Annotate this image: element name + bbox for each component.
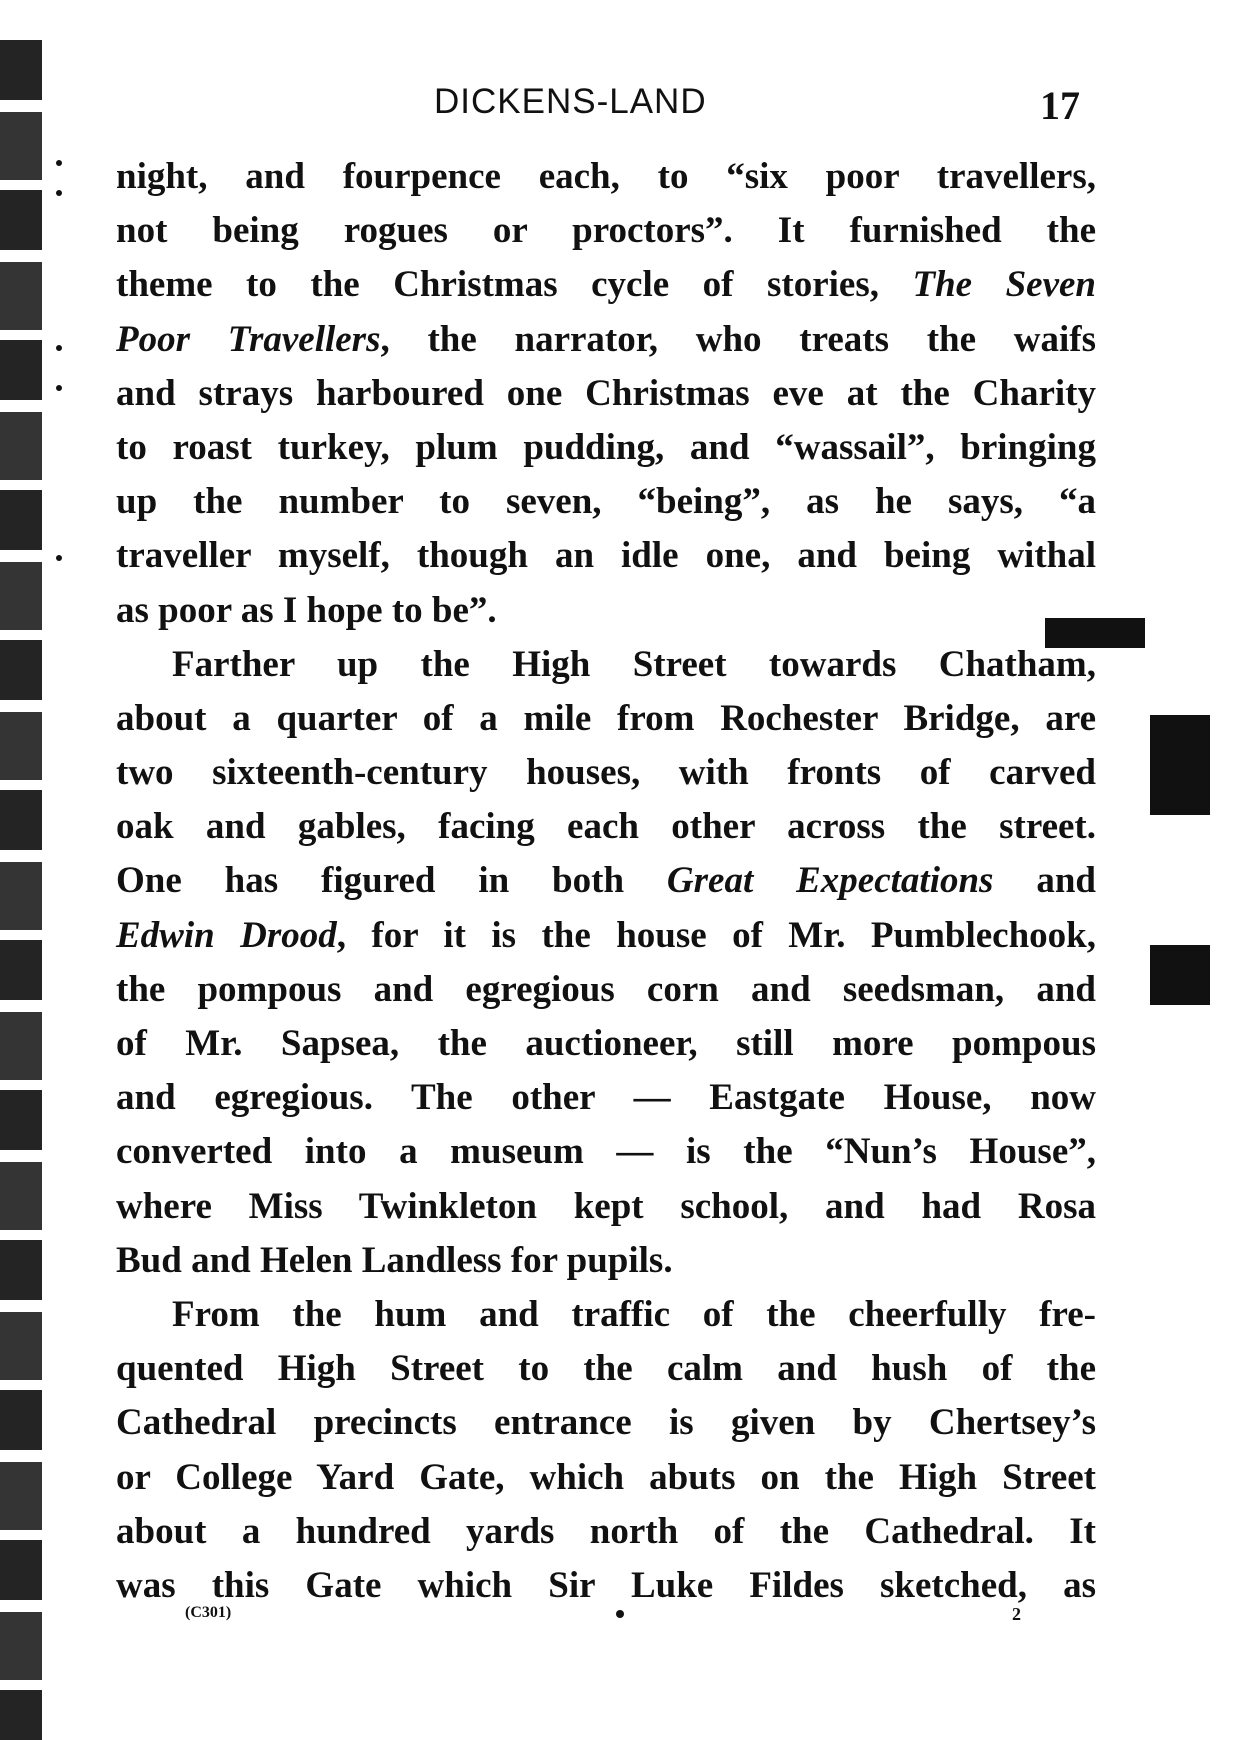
text-run: oak and gables, facing each other across the street. — [116, 806, 1096, 848]
text-run: as poor as I hope to be”. — [116, 589, 497, 631]
text-line — [116, 1342, 1096, 1396]
scan-edge-shadow — [0, 40, 42, 1740]
text-line — [116, 963, 1096, 1017]
italic-title: Edwin Drood — [116, 914, 337, 956]
text-run: quented High Street to the calm and hush of the — [116, 1348, 1096, 1390]
text-run: and — [993, 860, 1097, 902]
text-run: about a quarter of a mile from Rochester Bridge, are — [116, 697, 1096, 739]
italic-title: Poor Travellers — [116, 318, 381, 360]
text-run: and strays harboured one Christmas eve at the Charity — [116, 372, 1096, 414]
text-run: where Miss Twinkleton kept school, and had Rosa — [116, 1185, 1096, 1227]
text-line — [116, 584, 1096, 638]
scan-speck — [56, 345, 62, 351]
scan-speck — [56, 190, 62, 196]
text-line — [116, 1234, 1096, 1288]
scan-speck — [616, 1610, 624, 1618]
paragraph — [116, 1288, 1096, 1613]
text-line — [116, 1505, 1096, 1559]
text-line — [116, 1396, 1096, 1450]
text-run: traveller myself, though an idle one, and being withal — [116, 535, 1096, 577]
text-run: Farther up the High Street towards Chatham, — [172, 643, 1096, 685]
paragraph — [116, 638, 1096, 1288]
text-line — [116, 909, 1096, 963]
text-line — [116, 150, 1096, 204]
scan-ink-blot — [1150, 715, 1210, 815]
scan-speck — [56, 160, 62, 166]
scan-speck — [56, 385, 62, 391]
text-line — [116, 313, 1096, 367]
text-line — [116, 1017, 1096, 1071]
text-run: One has figured in both — [116, 860, 667, 902]
body-text — [116, 150, 1096, 1613]
printer-signature-mark: (C301) — [185, 1604, 232, 1621]
text-line — [116, 1071, 1096, 1125]
italic-title: The Seven — [912, 264, 1096, 306]
text-run: and egregious. The other — Eastgate House, now — [116, 1077, 1096, 1119]
text-line — [116, 692, 1096, 746]
page-header — [0, 82, 1250, 132]
page-footer — [0, 1604, 1250, 1634]
text-line — [116, 258, 1096, 312]
text-line — [116, 1451, 1096, 1505]
text-line — [116, 800, 1096, 854]
text-run: Cathedral precincts entrance is given by Chertsey’s — [116, 1402, 1096, 1444]
running-head: DICKENS-LAND — [434, 82, 707, 121]
text-run: converted into a museum — is the “Nun’s House”, — [116, 1131, 1096, 1173]
text-run: was this Gate which Sir Luke Fildes sketched, as — [116, 1564, 1096, 1606]
text-run: theme to the Christmas cycle of stories, — [116, 264, 913, 306]
text-line — [116, 367, 1096, 421]
scan-ink-blot — [1150, 945, 1210, 1005]
text-line — [116, 638, 1096, 692]
text-line — [116, 204, 1096, 258]
text-run: two sixteenth-century houses, with fronts of carved — [116, 752, 1096, 794]
text-line — [116, 1125, 1096, 1179]
paragraph — [116, 150, 1096, 638]
text-run: or College Yard Gate, which abuts on the High Street — [116, 1456, 1096, 1498]
text-run: Bud and Helen Landless for pupils. — [116, 1239, 673, 1281]
text-run: not being rogues or proctors”. It furnished the — [116, 210, 1096, 252]
scan-speck — [56, 555, 62, 561]
text-line — [116, 1288, 1096, 1342]
text-run: From the hum and traffic of the cheerfully fre- — [172, 1293, 1096, 1335]
text-run: the pompous and egregious corn and seedsman, and — [116, 968, 1096, 1010]
text-line — [116, 421, 1096, 475]
text-line — [116, 746, 1096, 800]
italic-title: Great Expectations — [666, 860, 994, 902]
gathering-number: 2 — [1012, 1604, 1021, 1624]
page-number: 17 — [1040, 83, 1080, 128]
text-line — [116, 1180, 1096, 1234]
text-line — [116, 475, 1096, 529]
text-run: of Mr. Sapsea, the auctioneer, still more pompous — [116, 1023, 1096, 1064]
text-run: about a hundred yards north of the Cathedral. It — [116, 1510, 1096, 1552]
text-run: to roast turkey, plum pudding, and “wassail”, bringing — [116, 426, 1096, 468]
text-run: , for it is the house of Mr. Pumblechook, — [336, 914, 1097, 956]
text-line — [116, 854, 1096, 908]
text-line — [116, 529, 1096, 583]
text-run: night, and fourpence each, to “six poor travellers, — [116, 156, 1096, 197]
text-run: , the narrator, who treats the waifs — [380, 318, 1096, 360]
text-run: up the number to seven, “being”, as he says, “a — [116, 481, 1096, 523]
